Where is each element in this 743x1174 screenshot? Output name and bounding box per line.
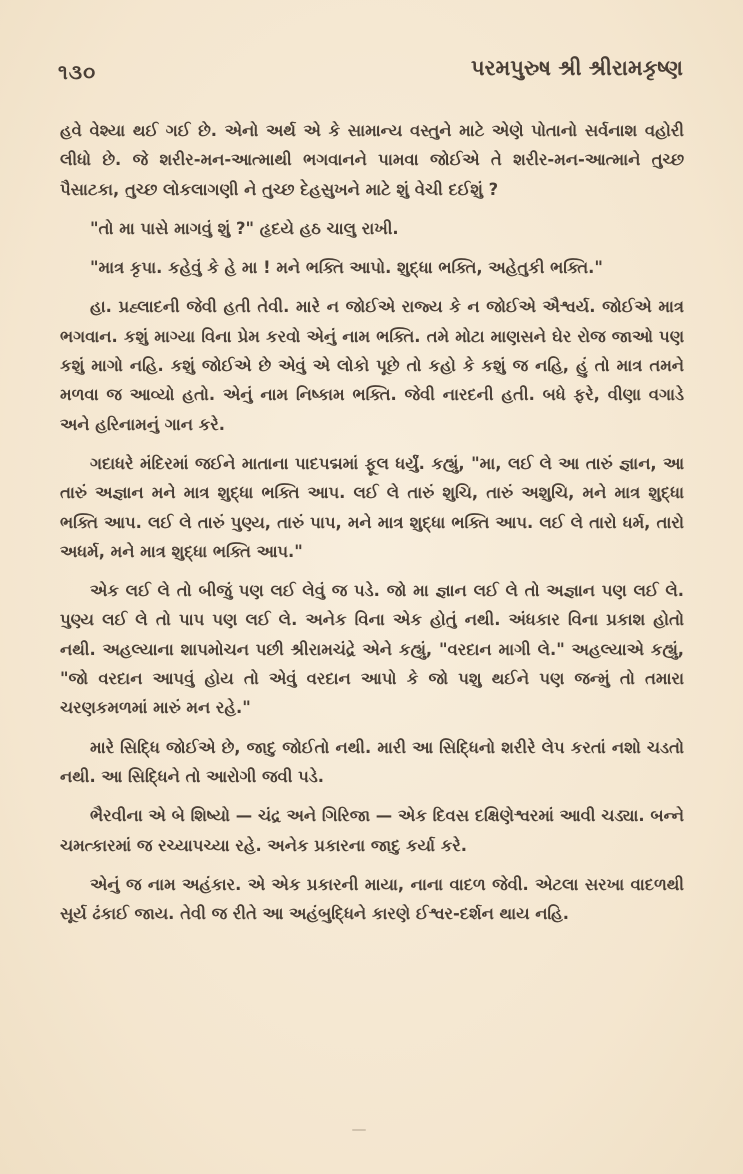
paragraph: ભૈરવીના એ બે શિષ્યો — ચંદ્ર અને ગિરિજા — એક દિવસ દક્ષિણેશ્વરમાં આવી ચડ્યા. બન્ને ચમત્કારમાં જ રચ્યાપચ્યા રહે. અનેક પ્રકારના જાદુ કર્યા કરે. <box>60 806 684 855</box>
paragraph: "માત્ર કૃપા. કહેવું કે હે મા ! મને ભક્તિ આપો. શુદ્ધા ભક્તિ, અહેતુકી ભક્તિ." <box>90 258 603 278</box>
paragraph: "તો મા પાસે માગવું શું ?" હૃદયે હઠ ચાલુ રાખી. <box>90 218 399 238</box>
page-header <box>58 56 683 90</box>
body-text <box>60 116 684 938</box>
page-number: ૧૩૦ <box>58 60 97 84</box>
paragraph: ગદાધરે મંદિરમાં જઈને માતાના પાદપદ્મમાં ફૂલ ધર્યું. કહ્યું, "મા, લઈ લે આ તારું જ્ઞાન, આ તારું અજ્ઞાન મને માત્ર શુદ્ધા ભક્તિ આપ. લઈ લે તારું શુચિ, તારું અશુચિ, મને માત્ર શુદ્ધા ભક્તિ આપ. લઈ લે તારું પુણ્ય, તારું પાપ, મને માત્ર શુદ્ધા ભક્તિ આપ. લઈ લે તારો ધર્મ, તારો અધર્મ, મને માત્ર શુદ્ધા ભક્તિ આપ." <box>60 453 684 561</box>
paragraph: હવે વેશ્યા થઈ ગઈ છે. એનો અર્થ એ કે સામાન્ય વસ્તુને માટે એણે પોતાનો સર્વનાશ વહોરી લીધો છે. જે શરીર-મન-આત્માથી ભગવાનને પામવા જોઈએ તે શરીર-મન-આત્માને તુચ્છ પૈસાટકા, તુચ્છ લોકલાગણી ને તુચ્છ દેહસુખને માટે શું વેચી દઈશું ? <box>60 121 684 199</box>
paragraph: હા. પ્રહ્લાદની જેવી હતી તેવી. મારે ન જોઈએ રાજ્ય કે ન જોઈએ ઐશ્વર્ય. જોઈએ માત્ર ભગવાન. કશું માગ્યા વિના પ્રેમ કરવો એનું નામ ભક્તિ. તમે મોટા માણસને ઘેર રોજ જાઓ પણ કશું માગો નહિ. કશું જોઈએ છે એવું એ લોકો પૂછે તો કહો કે કશું જ નહિ, હું તો માત્ર તમને મળવા જ આવ્યો હતો. એનું નામ નિષ્કામ ભક્તિ. જેવી નારદની હતી. બધે ફરે, વીણા વગાડે અને હરિનામનું ગાન કરે. <box>60 297 684 434</box>
running-title: પરમપુરુષ શ્રી શ્રીરામકૃષ્ણ <box>470 56 683 80</box>
paper-mark <box>352 1129 366 1131</box>
paragraph: મારે સિદ્ધિ જોઈએ છે, જાદુ જોઈતો નથી. મારી આ સિદ્ધિનો શરીરે લેપ કરતાં નશો ચડતો નથી. આ સિદ્ધિને તો આરોગી જવી પડે. <box>60 737 684 786</box>
paragraph: એક લઈ લે તો બીજું પણ લઈ લેવું જ પડે. જો મા જ્ઞાન લઈ લે તો અજ્ઞાન પણ લઈ લે. પુણ્ય લઈ લે તો પાપ પણ લઈ લે. અનેક વિના એક હોતું નથી. અંધકાર વિના પ્રકાશ હોતો નથી. અહલ્યાના શાપમોચન પછી શ્રીરામચંદ્રે એને કહ્યું, "વરદાન માગી લે." અહલ્યાએ કહ્યું, "જો વરદાન આપવું હોય તો એવું વરદાન આપો કે જો પશુ થઈને પણ જન્મું તો તમારા ચરણકમળમાં મારું મન રહે." <box>60 581 684 718</box>
paragraph: એનું જ નામ અહંકાર. એ એક પ્રકારની માયા, નાના વાદળ જેવી. એટલા સરખા વાદળથી સૂર્ય ઢંકાઈ જાય. તેવી જ રીતે આ અહંબુદ્ધિને કારણે ઈશ્વર-દર્શન થાય નહિ. <box>60 874 684 924</box>
